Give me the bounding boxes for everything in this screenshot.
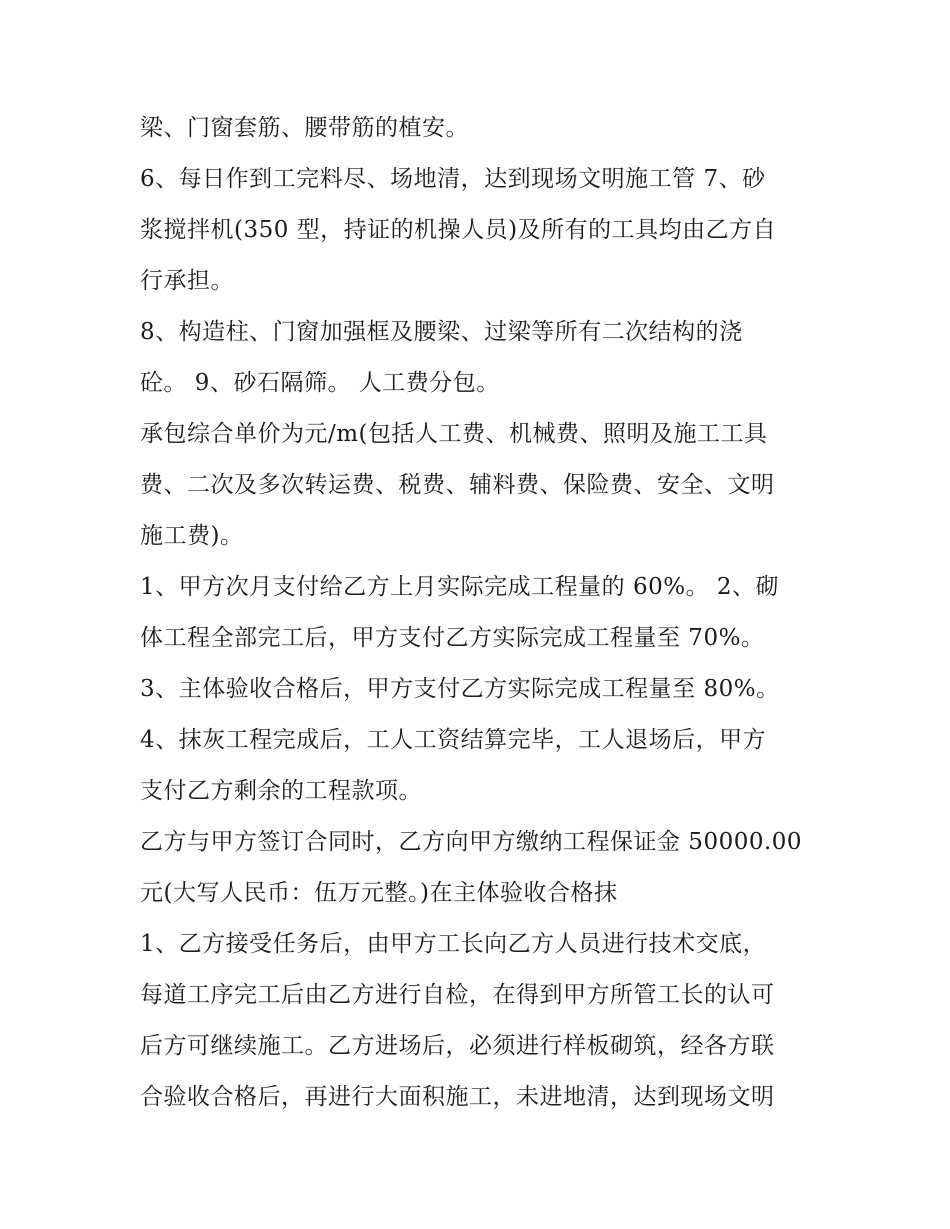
text-line: 后方可继续施工。乙方进场后，必须进行样板砌筑，经各方联: [140, 1033, 775, 1059]
text-line: 行承担。: [140, 268, 234, 294]
text-line: 8、构造柱、门窗加强框及腰梁、过梁等所有二次结构的浇: [140, 319, 743, 345]
text-line: 施工费)。: [140, 523, 244, 549]
text-line: 支付乙方剩余的工程款项。: [140, 778, 422, 804]
text-line: 梁、门窗套筋、腰带筋的植安。: [140, 115, 469, 141]
text-line: 3、主体验收合格后，甲方支付乙方实际完成工程量至 80%。: [140, 676, 780, 702]
text-line: 合验收合格后，再进行大面积施工，未进地清，达到现场文明: [140, 1084, 775, 1110]
text-line: 6、每日作到工完料尽、场地清，达到现场文明施工管 7、砂: [140, 166, 766, 192]
text-line: 乙方与甲方签订合同时，乙方向甲方缴纳工程保证金 50000.00: [140, 829, 803, 855]
text-line: 浆搅拌机(350 型，持证的机操人员)及所有的工具均由乙方自: [140, 217, 777, 243]
text-line: 体工程全部完工后，甲方支付乙方实际完成工程量至 70%。: [140, 625, 765, 651]
text-line: 费、二次及多次转运费、税费、辅料费、保险费、安全、文明: [140, 472, 775, 498]
text-line: 1、甲方次月支付给乙方上月实际完成工程量的 60%。 2、砌: [140, 574, 780, 600]
text-line: 1、乙方接受任务后，由甲方工长向乙方人员进行技术交底，: [140, 931, 767, 957]
document-body: [140, 103, 820, 1123]
text-line: 每道工序完工后由乙方进行自检，在得到甲方所管工长的认可: [140, 982, 775, 1008]
text-line: 承包综合单价为元/m(包括人工费、机械费、照明及施工工具: [140, 421, 768, 447]
text-line: 砼。 9、砂石隔筛。 人工费分包。: [140, 370, 500, 396]
text-line: 4、抹灰工程完成后，工人工资结算完毕，工人退场后，甲方: [140, 727, 767, 753]
text-line: 元(大写人民币：伍万元整。)在主体验收合格抹: [140, 880, 618, 906]
